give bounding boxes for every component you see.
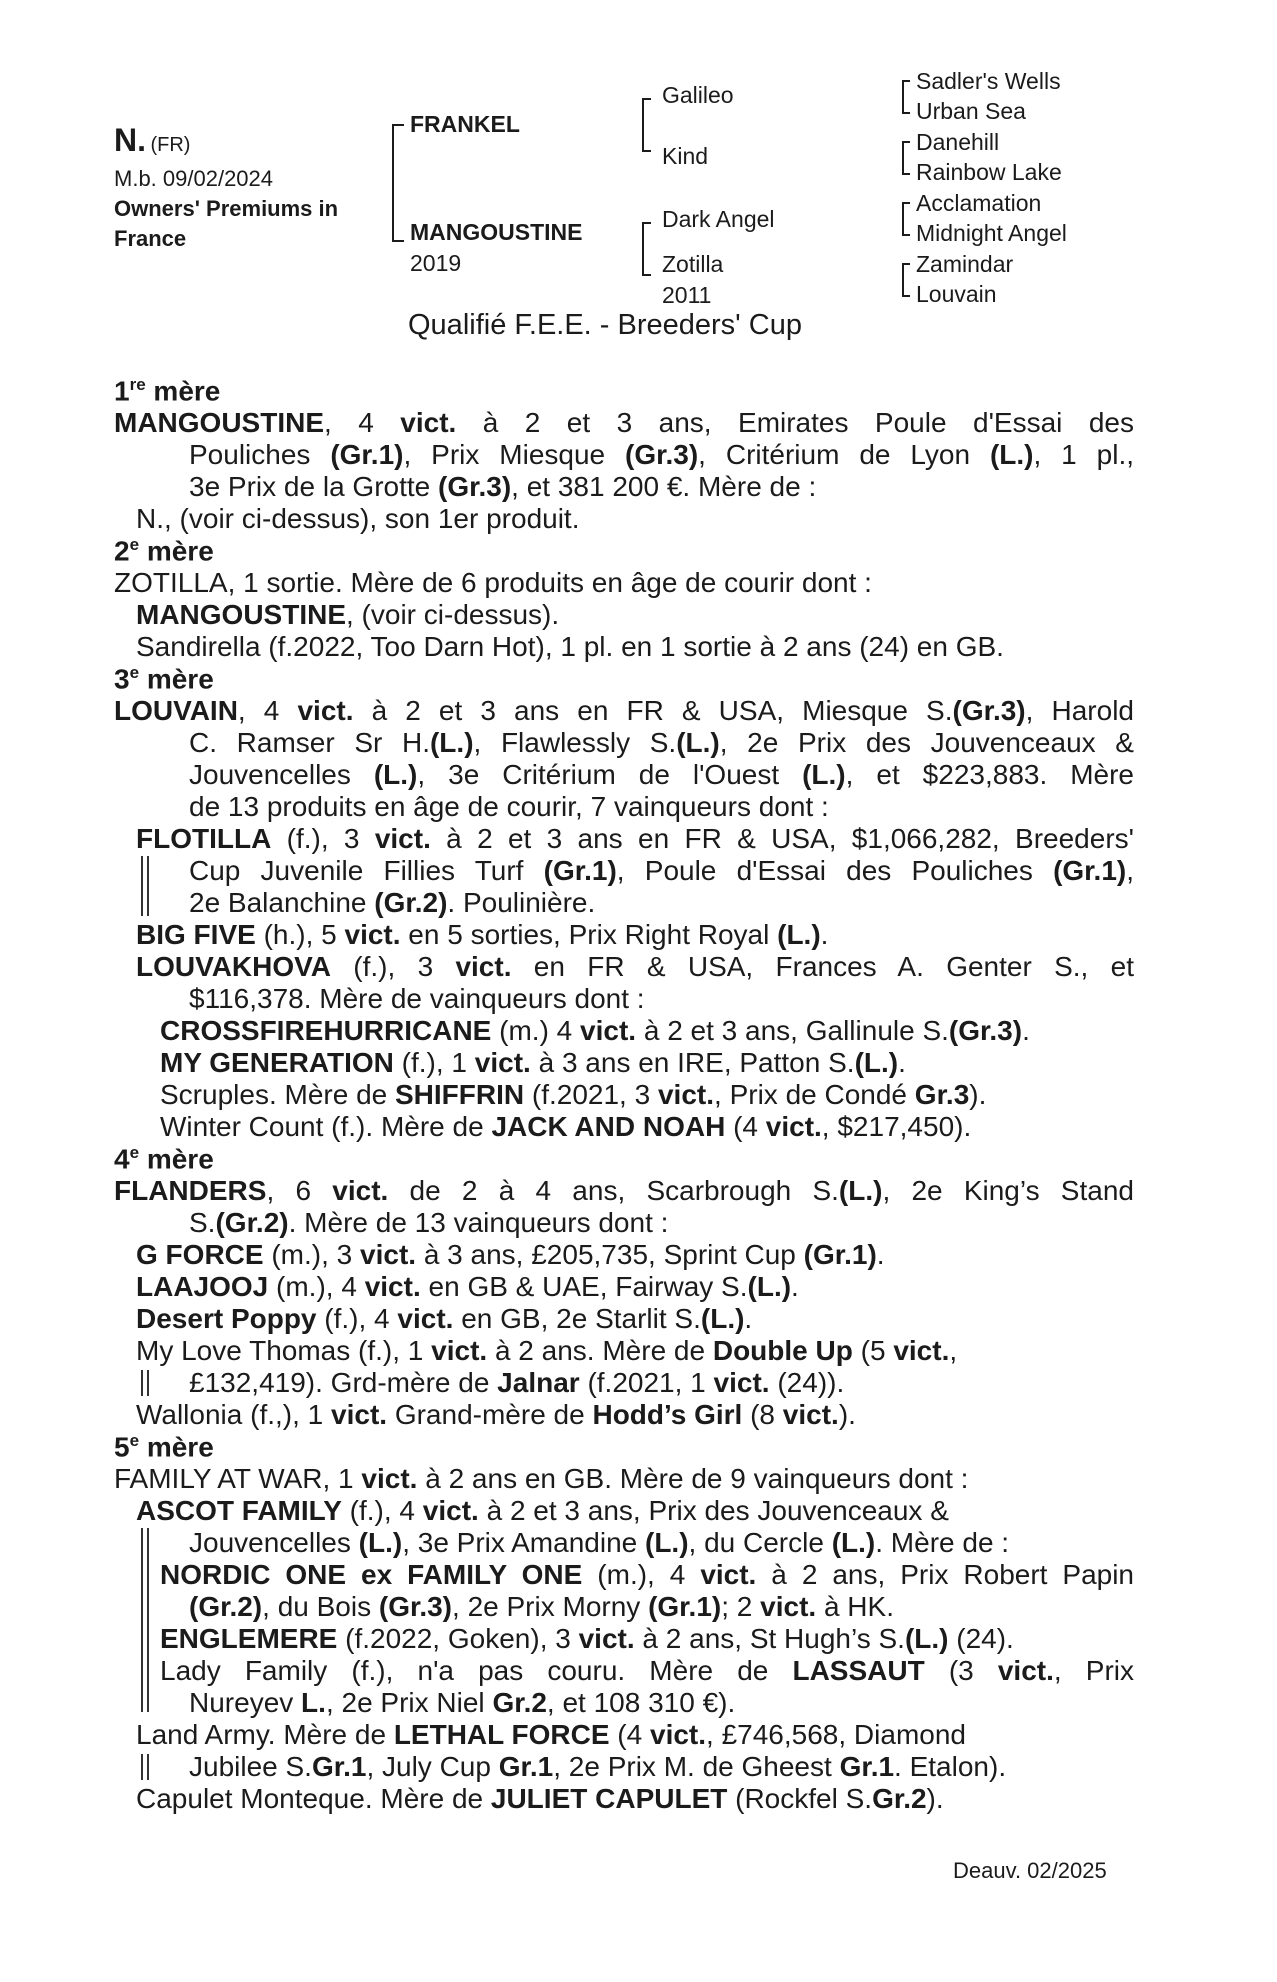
qualification: Qualifié F.E.E. - Breeders' Cup bbox=[408, 309, 802, 341]
dam-year: 2019 bbox=[410, 250, 462, 276]
m4-line7: £132,419). Grd-mère de Jalnar (f.2021, 1 vict. (24)). bbox=[189, 1367, 845, 1398]
m4-line6: My Love Thomas (f.), 1 vict. à 2 ans. Mère de Double Up (5 vict., bbox=[136, 1335, 958, 1366]
m2-line3: Sandirella (f.2022, Too Darn Hot), 1 pl. en 1 sortie à 2 ans (24) en GB. bbox=[136, 631, 1004, 662]
bracket-main-top bbox=[392, 124, 404, 126]
ord-sup: re bbox=[129, 375, 146, 394]
mere-label: mère bbox=[139, 663, 214, 695]
bracket-g4-1 bbox=[902, 80, 904, 114]
m3-line5: FLOTILLA (f.), 3 vict. à 2 et 3 ans en FR & USA, $1,066,282, Breeders' bbox=[136, 823, 1134, 854]
m3-line8: BIG FIVE (h.), 5 vict. en 5 sorties, Prix Right Royal (L.). bbox=[136, 919, 829, 950]
m1-line3: 3e Prix de la Grotte (Gr.3), et 381 200 €. Mère de : bbox=[189, 471, 817, 502]
m5-line3: Jouvencelles (L.), 3e Prix Amandine (L.), du Cercle (L.). Mère de : bbox=[189, 1527, 1010, 1558]
continuation-bar bbox=[141, 1528, 143, 1712]
bracket-sire-bottom bbox=[642, 150, 651, 152]
program-line2: France bbox=[114, 226, 187, 251]
ord-sup: e bbox=[129, 663, 140, 682]
m4-line3: G FORCE (m.), 3 vict. à 3 ans, £205,735, Sprint Cup (Gr.1). bbox=[136, 1239, 885, 1270]
bracket-g4-3 bbox=[902, 202, 904, 236]
m5-line1: FAMILY AT WAR, 1 vict. à 2 ans en GB. Mère de 9 vainqueurs dont : bbox=[114, 1463, 969, 1494]
continuation-bar bbox=[141, 1754, 143, 1780]
horse-name-line bbox=[114, 122, 190, 159]
ord: 1 bbox=[114, 375, 130, 407]
footer-catalog-ref: Deauv. 02/2025 bbox=[953, 1858, 1107, 1883]
sire-sire: Galileo bbox=[662, 82, 734, 108]
m4-line8: Wallonia (f.,), 1 vict. Grand-mère de Hodd’s Girl (8 vict.). bbox=[136, 1399, 856, 1430]
mere-label: mère bbox=[139, 1143, 214, 1175]
ord: 5 bbox=[114, 1431, 130, 1463]
dam-sire: Dark Angel bbox=[662, 206, 775, 232]
horse-name: N. bbox=[114, 122, 146, 158]
bracket-g4-4 bbox=[902, 263, 904, 297]
bracket-dam-bottom bbox=[642, 274, 651, 276]
bracket-g4-2 bbox=[902, 141, 904, 175]
m3-line9: LOUVAKHOVA (f.), 3 vict. en FR & USA, Frances A. Genter S., et bbox=[136, 951, 1134, 982]
m4-line2: S.(Gr.2). Mère de 13 vainqueurs dont : bbox=[189, 1207, 669, 1238]
g4-4: Rainbow Lake bbox=[916, 159, 1062, 185]
ord-sup: e bbox=[129, 1143, 140, 1162]
m1-line2: Pouliches (Gr.1), Prix Miesque (Gr.3), Critérium de Lyon (L.), 1 pl., bbox=[189, 439, 1135, 470]
bracket-g4-4-bottom bbox=[902, 295, 910, 297]
g4-8: Louvain bbox=[916, 281, 997, 307]
bracket-g4-3-bottom bbox=[902, 234, 910, 236]
m3-line13: Scruples. Mère de SHIFFRIN (f.2021, 3 vict., Prix de Condé Gr.3). bbox=[160, 1079, 987, 1110]
section-4th-dam bbox=[114, 1143, 214, 1175]
m5-line10: Jubilee S.Gr.1, July Cup Gr.1, 2e Prix M. de Gheest Gr.1. Etalon). bbox=[189, 1751, 1007, 1782]
program-line1: Owners' Premiums in bbox=[114, 196, 339, 221]
m3-line2: C. Ramser Sr H.(L.), Flawlessly S.(L.), 2e Prix des Jouvenceaux & bbox=[189, 727, 1134, 758]
bracket-g4-4-top bbox=[902, 263, 910, 265]
continuation-bar bbox=[147, 1370, 149, 1396]
ord: 2 bbox=[114, 535, 130, 567]
g4-1: Sadler's Wells bbox=[916, 68, 1061, 94]
m2-line2: MANGOUSTINE, (voir ci-dessus). bbox=[136, 599, 560, 630]
m2-line1: ZOTILLA, 1 sortie. Mère de 6 produits en âge de courir dont : bbox=[114, 567, 872, 598]
bracket-g4-1-bottom bbox=[902, 112, 910, 114]
m3-line6: Cup Juvenile Fillies Turf (Gr.1), Poule d'Essai des Pouliches (Gr.1), bbox=[189, 855, 1134, 886]
m1-line1: MANGOUSTINE, 4 vict. à 2 et 3 ans, Emirates Poule d'Essai des bbox=[114, 407, 1134, 438]
continuation-bar bbox=[141, 856, 143, 916]
bracket-main-bottom bbox=[392, 240, 404, 242]
mere-label: mère bbox=[139, 535, 214, 567]
m3-line14: Winter Count (f.). Mère de JACK AND NOAH (4 vict., $217,450). bbox=[160, 1111, 972, 1142]
bracket-g4-1-top bbox=[902, 80, 910, 82]
sire-dam: Kind bbox=[662, 143, 709, 169]
dam-dam: Zotilla bbox=[662, 251, 724, 277]
birth-info: M.b. 09/02/2024 bbox=[114, 166, 274, 191]
section-5th-dam bbox=[114, 1431, 214, 1463]
m3-line4: de 13 produits en âge de courir, 7 vainqueurs dont : bbox=[189, 791, 829, 822]
section-2nd-dam bbox=[114, 535, 214, 567]
continuation-bar bbox=[147, 1528, 149, 1712]
m5-line7: Lady Family (f.), n'a pas couru. Mère de LASSAUT (3 vict., Prix bbox=[160, 1655, 1134, 1686]
bracket-dam-vertical bbox=[642, 222, 644, 276]
m3-line3: Jouvencelles (L.), 3e Critérium de l'Ouest (L.), et $223,883. Mère bbox=[189, 759, 1135, 790]
m3-line11: CROSSFIREHURRICANE (m.) 4 vict. à 2 et 3 ans, Gallinule S.(Gr.3). bbox=[160, 1015, 1030, 1046]
bracket-sire-vertical bbox=[642, 98, 644, 152]
m3-line1: LOUVAIN, 4 vict. à 2 et 3 ans en FR & USA, Miesque S.(Gr.3), Harold bbox=[114, 695, 1134, 726]
sire-name: FRANKEL bbox=[410, 111, 520, 137]
g4-3: Danehill bbox=[916, 129, 1000, 155]
section-1st-dam bbox=[114, 375, 220, 407]
bracket-sire-top bbox=[642, 98, 651, 100]
m4-line4: LAAJOOJ (m.), 4 vict. en GB & UAE, Fairway S.(L.). bbox=[136, 1271, 799, 1302]
ord-sup: e bbox=[129, 1431, 140, 1450]
m5-line4: NORDIC ONE ex FAMILY ONE (m.), 4 vict. à 2 ans, Prix Robert Papin bbox=[160, 1559, 1135, 1590]
bracket-dam-top bbox=[642, 222, 651, 224]
g4-5: Acclamation bbox=[916, 190, 1042, 216]
ord-sup: e bbox=[129, 535, 140, 554]
bracket-g4-3-top bbox=[902, 202, 910, 204]
ord: 4 bbox=[114, 1143, 130, 1175]
g4-2: Urban Sea bbox=[916, 98, 1026, 124]
mere-label: mère bbox=[145, 375, 221, 407]
m4-line5: Desert Poppy (f.), 4 vict. en GB, 2e Starlit S.(L.). bbox=[136, 1303, 753, 1334]
m3-line12: MY GENERATION (f.), 1 vict. à 3 ans en IRE, Patton S.(L.). bbox=[160, 1047, 906, 1078]
m5-line5: (Gr.2), du Bois (Gr.3), 2e Prix Morny (Gr.1); 2 vict. à HK. bbox=[189, 1591, 894, 1622]
bracket-g4-2-top bbox=[902, 141, 910, 143]
m5-line2: ASCOT FAMILY (f.), 4 vict. à 2 et 3 ans, Prix des Jouvenceaux & bbox=[136, 1495, 949, 1526]
m3-line10: $116,378. Mère de vainqueurs dont : bbox=[189, 983, 645, 1014]
mere-label: mère bbox=[139, 1431, 214, 1463]
ord: 3 bbox=[114, 663, 130, 695]
section-3rd-dam bbox=[114, 663, 214, 695]
m1-line4: N., (voir ci-dessus), son 1er produit. bbox=[136, 503, 580, 534]
dam-dam-year: 2011 bbox=[662, 282, 712, 308]
m5-line11: Capulet Monteque. Mère de JULIET CAPULET (Rockfel S.Gr.2). bbox=[136, 1783, 944, 1814]
horse-country: (FR) bbox=[150, 134, 191, 156]
bracket-g4-2-bottom bbox=[902, 173, 910, 175]
m3-line7: 2e Balanchine (Gr.2). Poulinière. bbox=[189, 887, 596, 918]
g4-6: Midnight Angel bbox=[916, 220, 1067, 246]
continuation-bar bbox=[147, 856, 149, 916]
bracket-main-vertical bbox=[392, 124, 394, 242]
m4-line1: FLANDERS, 6 vict. de 2 à 4 ans, Scarbrough S.(L.), 2e King’s Stand bbox=[114, 1175, 1134, 1206]
m5-line9: Land Army. Mère de LETHAL FORCE (4 vict., £746,568, Diamond bbox=[136, 1719, 966, 1750]
continuation-bar bbox=[147, 1754, 149, 1780]
continuation-bar bbox=[141, 1370, 143, 1396]
m5-line8: Nureyev L., 2e Prix Niel Gr.2, et 108 310 €). bbox=[189, 1687, 736, 1718]
dam-name: MANGOUSTINE bbox=[410, 219, 583, 245]
g4-7: Zamindar bbox=[916, 251, 1014, 277]
m5-line6: ENGLEMERE (f.2022, Goken), 3 vict. à 2 ans, St Hugh’s S.(L.) (24). bbox=[160, 1623, 1014, 1654]
